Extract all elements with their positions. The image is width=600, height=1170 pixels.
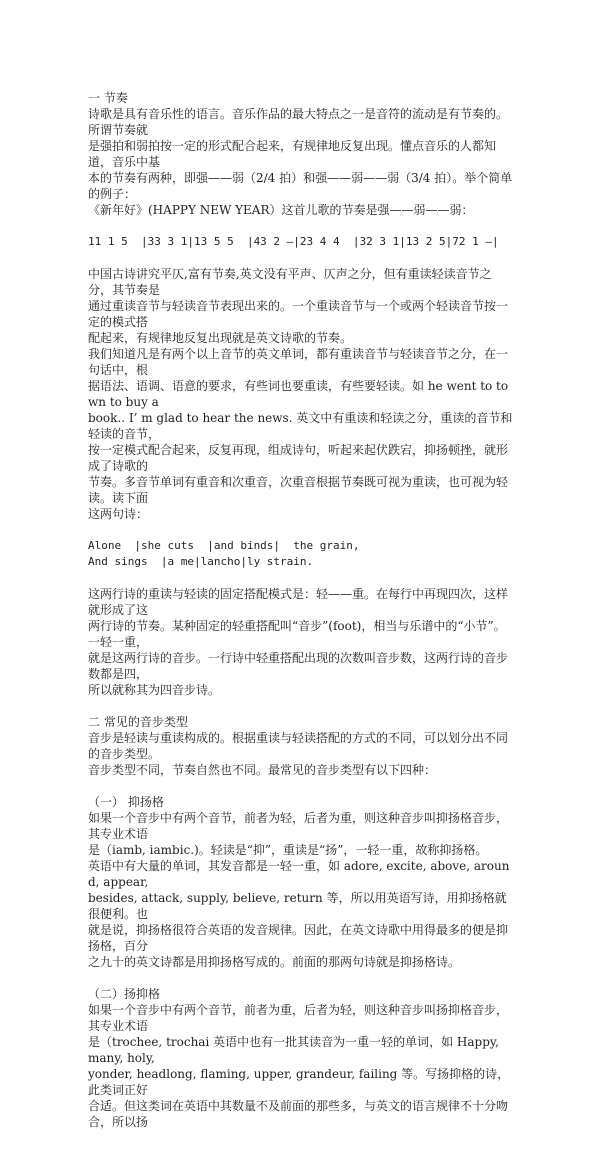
text-line: 两行诗的节奏。某种固定的轻重搭配叫“音步”(foot)，相当与乐谱中的“小节”。一轻一重， xyxy=(88,619,506,649)
text-line: 中国古诗讲究平仄,富有节奏,英文没有平声、仄声之分，但有重读轻读音节之分，其节奏是 xyxy=(88,267,492,297)
text-line: besides, attack, supply, believe, return 等，所以用英语写诗，用抑扬格就很便利。也 xyxy=(88,891,507,921)
text-line: 本的节奏有两种，即强——弱（2/4 拍）和强——弱——弱（3/4 拍）。举个简单的例子： xyxy=(88,171,513,201)
poem-example xyxy=(88,538,513,570)
paragraph-chinese-english xyxy=(88,266,513,522)
text-line: yonder, headlong, flaming, upper, grandeur, failing 等。写扬抑格的诗，此类词正好 xyxy=(88,1067,510,1097)
text-line: book.. I’ m glad to hear the news. 英文中有重读和轻读之分，重读的音节和轻读的音节， xyxy=(88,411,513,441)
paragraph-foot-types xyxy=(88,730,513,778)
text-line: 所以就称其为四音步诗。 xyxy=(88,683,221,697)
text-line: 就是说，抑扬格很符合英语的发音规律。因此，在英文诗歌中用得最多的便是抑扬格，百分 xyxy=(88,923,509,953)
text-line: 通过重读音节与轻读音节表现出来的。一个重读音节与一个或两个轻读音节按一定的模式搭 xyxy=(88,299,509,329)
text-line: 音步是轻读与重读构成的。根据重读与轻读搭配的方式的不同，可以划分出不同的音步类型。 xyxy=(88,731,509,761)
paragraph-rhythm-intro xyxy=(88,106,513,218)
text-line: （二）扬抑格 xyxy=(88,987,161,1001)
text-line: Alone |she cuts |and binds| the grain, xyxy=(88,539,360,552)
text-line: 是（iamb, iambic.)。轻读是“抑”，重读是“扬”，一轻一重，故称抑扬格。 xyxy=(88,843,488,857)
text-line: 是强拍和弱拍按一定的形式配合起来，有规律地反复出现。懂点音乐的人都知道，音乐中基 xyxy=(88,139,497,169)
text-line: 二 常见的音步类型 xyxy=(88,715,188,729)
text-line: 这两行诗的重读与轻读的固定搭配模式是：轻——重。在每行中再现四次，这样就形成了这 xyxy=(88,587,509,617)
text-line: 这两句诗： xyxy=(88,507,149,521)
text-line: 据语法、语调、语意的要求，有些词也要重读，有些要轻读。如 he went to town to buy a xyxy=(88,379,509,409)
text-line: 英语中有大量的单词，其发音都是一轻一重，如 adore, excite, above, around, appear, xyxy=(88,859,510,889)
text-line: 之九十的英文诗都是用抑扬格写成的。前面的那两句诗就是抑扬格诗。 xyxy=(88,955,461,969)
music-notation xyxy=(88,234,513,250)
subheading-iamb xyxy=(88,794,513,810)
paragraph-trochee xyxy=(88,1002,513,1130)
paragraph-iamb xyxy=(88,810,513,970)
text-line: 《新年好》(HAPPY NEW YEAR）这首儿歌的节奏是强——弱——弱： xyxy=(88,203,474,217)
section-heading-foot-types xyxy=(88,714,513,730)
text-line: 按一定模式配合起来，反复再现，组成诗句，听起来起伏跌宕，抑扬顿挫，就形成了诗歌的 xyxy=(88,443,509,473)
text-line: 节奏。多音节单词有重音和次重音，次重音根据节奏既可视为重读，也可视为轻读。读下面 xyxy=(88,475,509,505)
text-line: （一） 抑扬格 xyxy=(88,795,164,809)
text-line: 如果一个音步中有两个音节，前者为轻，后者为重，则这种音步叫抑扬格音步，其专业术语 xyxy=(88,811,509,841)
text-line: 是（trochee, trochai 英语中也有一批其读音为一重一轻的单词，如 Happy, many, holy, xyxy=(88,1035,499,1065)
text-line: And sings |a me|lancho|ly strain. xyxy=(88,555,314,568)
text-line: 我们知道凡是有两个以上音节的英文单词，都有重读音节与轻读音节之分，在一句话中，根 xyxy=(88,347,509,377)
subheading-trochee xyxy=(88,986,513,1002)
text-line: 音步类型不同，节奏自然也不同。最常见的音步类型有以下四种： xyxy=(88,763,437,777)
text-line: 11 1 5 |33 3 1|13 5 5 |43 2 —|23 4 4 |32 3 1|13 2 5|72 1 —| xyxy=(88,235,499,248)
section-heading-rhythm xyxy=(88,90,513,106)
text-line: 如果一个音步中有两个音节，前者为重，后者为轻，则这种音步叫扬抑格音步，其专业术语 xyxy=(88,1003,509,1033)
text-line: 配起来，有规律地反复出现就是英文诗歌的节奏。 xyxy=(88,331,353,345)
text-line: 就是这两行诗的音步。一行诗中轻重搭配出现的次数叫音步数，这两行诗的音步数都是四， xyxy=(88,651,509,681)
text-line: 一 节奏 xyxy=(88,91,128,105)
text-line: 合适。但这类词在英语中其数量不及前面的那些多，与英文的语言规律不十分吻合，所以扬 xyxy=(88,1099,509,1129)
text-line: 诗歌是具有音乐性的语言。音乐作品的最大特点之一是音符的流动是有节奏的。所谓节奏就 xyxy=(88,107,509,137)
paragraph-foot xyxy=(88,586,513,698)
